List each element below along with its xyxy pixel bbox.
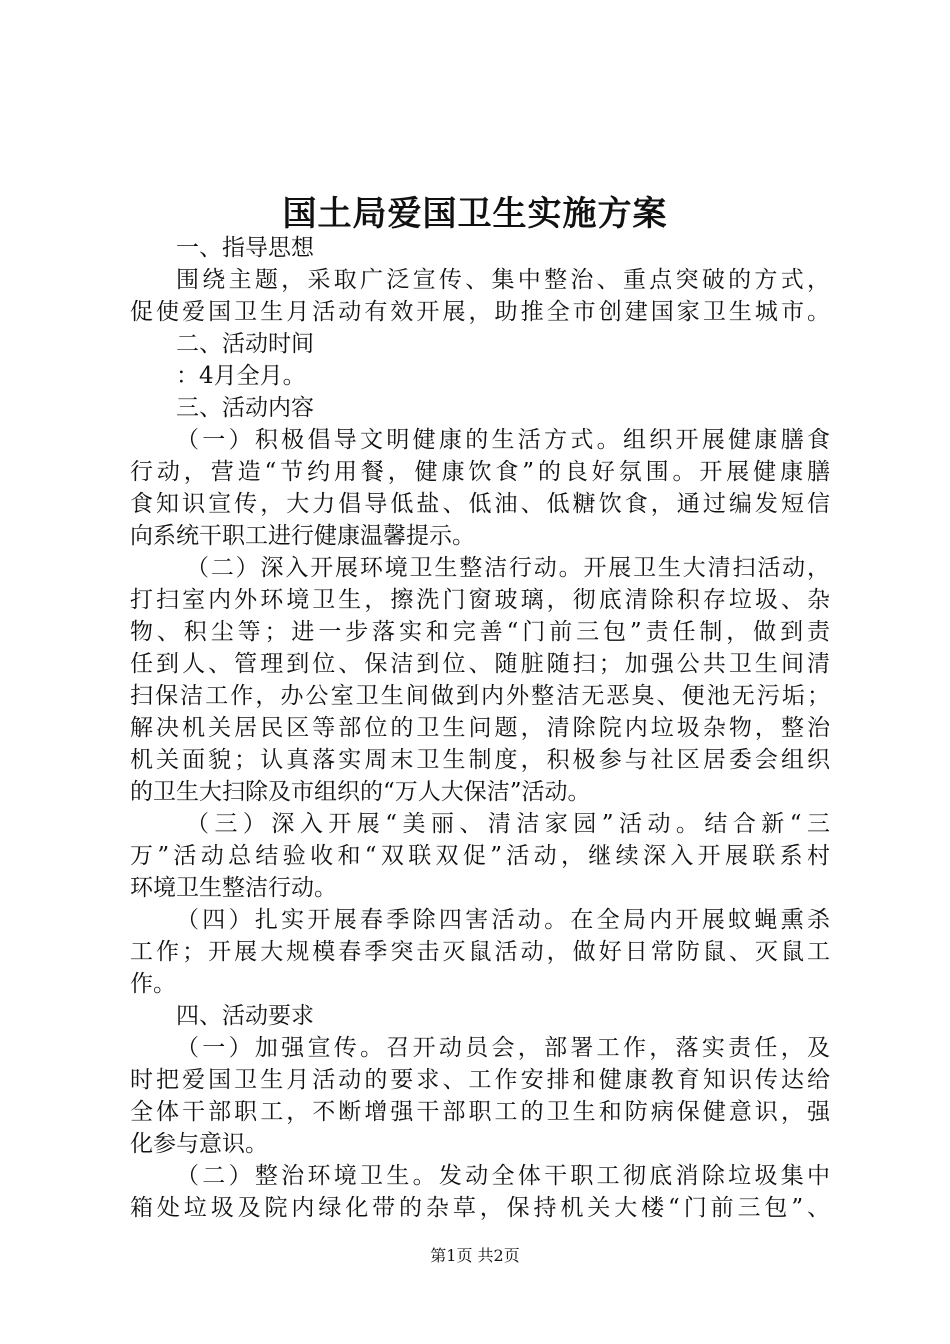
body-line: 食知识宣传，大力倡导低盐、低油、低糖饮食，通过编发短信: [130, 491, 830, 517]
body-line: （一）积极倡导文明健康的生活方式。组织开展健康膳食: [176, 427, 830, 453]
body-line: 一、指导思想: [176, 235, 314, 261]
body-line: 环境卫生整洁行动。: [130, 875, 337, 901]
body-line: （四）扎实开展春季除四害活动。在全局内开展蚊蝇熏杀: [176, 907, 830, 933]
body-line: ：4月全月。: [176, 363, 306, 389]
body-line: 四、活动要求: [176, 1003, 314, 1029]
body-line: 物、积尘等；进一步落实和完善“门前三包”责任制，做到责: [130, 619, 830, 645]
body-line: （二）深入开展环境卫生整洁行动。开展卫生大清扫活动，: [186, 555, 830, 581]
body-line: 扫保洁工作，办公室卫生间做到内外整洁无恶臭、便池无污垢；: [130, 683, 830, 709]
body-line: 时把爱国卫生月活动的要求、工作安排和健康教育知识传达给: [130, 1067, 830, 1093]
body-line: 围绕主题，采取广泛宣传、集中整治、重点突破的方式，: [176, 267, 830, 293]
body-line: 打扫室内外环境卫生，擦洗门窗玻璃，彻底清除积存垃圾、杂: [130, 587, 830, 613]
document-title: 国土局爱国卫生实施方案: [282, 194, 668, 234]
body-line: 二、活动时间: [176, 331, 314, 357]
body-line: 机关面貌；认真落实周末卫生制度，积极参与社区居委会组织: [130, 747, 830, 773]
body-line: 万”活动总结验收和“双联双促”活动，继续深入开展联系村: [130, 843, 830, 869]
body-line: （三）深入开展“美丽、清洁家园”活动。结合新“三: [186, 811, 830, 837]
body-line: 箱处垃圾及院内绿化带的杂草，保持机关大楼“门前三包”、: [130, 1195, 830, 1221]
body-line: （一）加强宣传。召开动员会，部署工作，落实责任，及: [176, 1035, 830, 1061]
body-line: 化参与意识。: [130, 1131, 268, 1157]
page-footer: 第1页 共2页: [430, 1246, 520, 1265]
body-line: 解决机关居民区等部位的卫生问题，清除院内垃圾杂物，整治: [130, 715, 830, 741]
body-line: 三、活动内容: [176, 395, 314, 421]
body-line: （二）整治环境卫生。发动全体干职工彻底消除垃圾集中: [176, 1163, 830, 1189]
body-line: 全体干部职工，不断增强干部职工的卫生和防病保健意识，强: [130, 1099, 830, 1125]
body-line: 作。: [130, 971, 176, 997]
body-line: 行动，营造“节约用餐，健康饮食”的良好氛围。开展健康膳: [130, 459, 830, 485]
body-line: 的卫生大扫除及市组织的“万人大保洁”活动。: [130, 779, 591, 805]
body-line: 工作；开展大规模春季突击灭鼠活动，做好日常防鼠、灭鼠工: [130, 939, 830, 965]
body-line: 任到人、管理到位、保洁到位、随脏随扫；加强公共卫生间清: [130, 651, 830, 677]
body-line: 促使爱国卫生月活动有效开展，助推全市创建国家卫生城市。: [130, 299, 830, 325]
body-line: 向系统干职工进行健康温馨提示。: [130, 523, 475, 549]
document-body: [130, 232, 830, 1224]
